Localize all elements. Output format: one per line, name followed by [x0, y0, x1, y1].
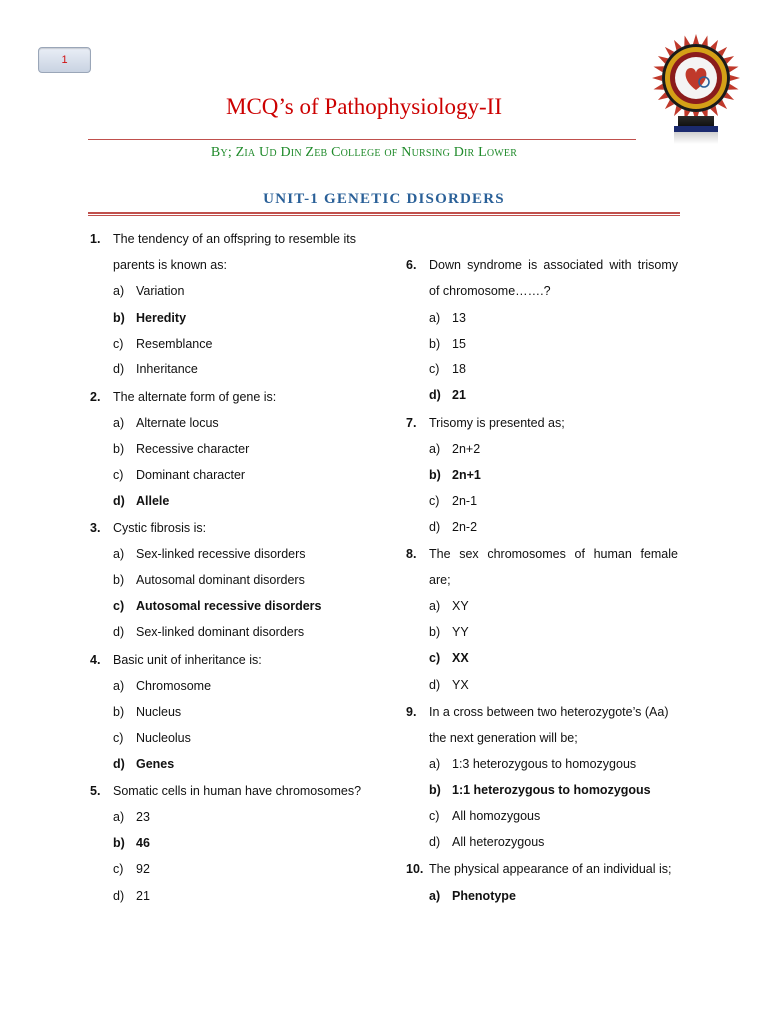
correct-option-text: Autosomal recessive disorders: [136, 599, 322, 613]
option-letter: d): [113, 889, 125, 903]
seal-ray: [693, 34, 699, 44]
question-text: parents is known as:: [113, 258, 227, 272]
option-letter: d): [429, 388, 441, 402]
option-letter: d): [113, 494, 125, 508]
question-number: 8.: [406, 547, 417, 561]
option-letter: c): [429, 809, 440, 823]
option-text: 2n-1: [452, 494, 478, 508]
question-text: Somatic cells in human have chromosomes?: [113, 784, 362, 798]
option-text: XY: [452, 599, 469, 613]
option-text: Resemblance: [136, 337, 213, 351]
option-text: All homozygous: [452, 809, 541, 823]
option-text: 13: [452, 311, 466, 325]
question-number: 5.: [90, 784, 101, 798]
option-letter: c): [113, 731, 124, 745]
option-letter: a): [429, 599, 441, 613]
correct-option-text: XX: [452, 651, 469, 665]
page-number-badge: 1: [38, 47, 91, 73]
question-text: Basic unit of inheritance is:: [113, 653, 262, 667]
option-text: YX: [452, 678, 469, 692]
option-text: YY: [452, 625, 469, 639]
seal-ray: [702, 35, 708, 46]
option-letter: d): [113, 625, 125, 639]
question-text: Cystic fibrosis is:: [113, 521, 207, 535]
seal-ray: [653, 84, 664, 90]
option-letter: d): [429, 835, 441, 849]
option-letter: a): [429, 889, 441, 903]
correct-option-text: Allele: [136, 494, 170, 508]
option-letter: c): [429, 362, 440, 376]
seal-ray: [652, 75, 662, 81]
option-letter: a): [429, 442, 441, 456]
option-letter: b): [113, 573, 125, 587]
option-text: Nucleolus: [136, 731, 191, 745]
option-text: Alternate locus: [136, 416, 219, 430]
college-seal-icon: [648, 28, 744, 144]
question-text: The physical appearance of an individual is;: [429, 862, 672, 876]
question-text: are;: [429, 573, 451, 587]
option-letter: b): [113, 705, 125, 719]
question-number: 9.: [406, 705, 417, 719]
seal-ray: [728, 66, 739, 72]
option-text: Dominant character: [136, 468, 246, 482]
option-text: 15: [452, 337, 466, 351]
question-number: 3.: [90, 521, 101, 535]
option-text: 1:3 heterozygous to homozygous: [452, 757, 637, 771]
correct-option-text: 46: [136, 836, 150, 850]
question-text: Down syndrome is associated with trisomy: [429, 258, 678, 272]
option-text: All heterozygous: [452, 835, 545, 849]
question-text: the next generation will be;: [429, 731, 578, 745]
option-letter: d): [429, 678, 441, 692]
option-letter: b): [113, 442, 125, 456]
option-letter: c): [113, 862, 124, 876]
option-letter: a): [429, 757, 441, 771]
option-letter: d): [113, 362, 125, 376]
author-byline: By; Zia Ud Din Zeb College of Nursing Dir Lower: [210, 145, 518, 160]
question-number: 2.: [90, 390, 101, 404]
question-text: The alternate form of gene is:: [113, 390, 277, 404]
option-letter: a): [113, 416, 125, 430]
question-number: 4.: [90, 653, 101, 667]
option-text: 2n+2: [452, 442, 481, 456]
option-letter: a): [113, 547, 125, 561]
seal-ray: [653, 66, 664, 72]
option-letter: d): [429, 520, 441, 534]
option-letter: b): [429, 337, 441, 351]
option-letter: c): [429, 494, 440, 508]
correct-option-text: 21: [452, 388, 466, 402]
option-text: 18: [452, 362, 466, 376]
title-divider: [88, 139, 636, 140]
option-text: 92: [136, 862, 150, 876]
seal-ray: [728, 84, 739, 90]
seal-ray: [684, 35, 690, 46]
option-letter: b): [429, 468, 441, 482]
option-letter: c): [113, 599, 125, 613]
seal-ray: [730, 75, 740, 81]
option-letter: c): [429, 651, 441, 665]
option-text: 23: [136, 810, 150, 824]
option-letter: b): [429, 625, 441, 639]
correct-option-text: 2n+1: [452, 468, 481, 482]
option-text: Recessive character: [136, 442, 250, 456]
option-text: 21: [136, 889, 150, 903]
option-text: Inheritance: [136, 362, 198, 376]
option-letter: c): [113, 468, 124, 482]
unit-divider-thin: [88, 215, 680, 216]
option-text: Nucleus: [136, 705, 182, 719]
correct-option-text: Phenotype: [452, 889, 516, 903]
question-number: 7.: [406, 416, 417, 430]
question-number: 1.: [90, 232, 101, 246]
unit-divider: [88, 212, 680, 214]
question-text: of chromosome…….?: [429, 284, 551, 298]
question-text: The tendency of an offspring to resemble its: [113, 232, 356, 246]
option-text: Variation: [136, 284, 185, 298]
question-text: The sex chromosomes of human female: [429, 547, 678, 561]
option-letter: a): [113, 284, 125, 298]
option-text: 2n-2: [452, 520, 478, 534]
option-text: Sex-linked dominant disorders: [136, 625, 305, 639]
correct-option-text: Genes: [136, 757, 175, 771]
option-text: Chromosome: [136, 679, 212, 693]
question-number: 10.: [406, 862, 424, 876]
question-number: 6.: [406, 258, 417, 272]
option-letter: b): [429, 783, 441, 797]
option-letter: a): [429, 311, 441, 325]
unit-heading: UNIT-1 GENETIC DISORDERS: [263, 191, 505, 207]
correct-option-text: Heredity: [136, 311, 187, 325]
option-letter: b): [113, 836, 125, 850]
option-letter: c): [113, 337, 124, 351]
option-letter: a): [113, 679, 125, 693]
correct-option-text: 1:1 heterozygous to homozygous: [452, 783, 651, 797]
option-letter: a): [113, 810, 125, 824]
question-text: Trisomy is presented as;: [429, 416, 565, 430]
option-text: Autosomal dominant disorders: [136, 573, 305, 587]
option-text: Sex-linked recessive disorders: [136, 547, 306, 561]
option-letter: d): [113, 757, 125, 771]
question-text: In a cross between two heterozygote’s (Aa): [429, 705, 669, 719]
option-letter: b): [113, 311, 125, 325]
document-title: MCQ’s of Pathophysiology-II: [226, 94, 502, 119]
